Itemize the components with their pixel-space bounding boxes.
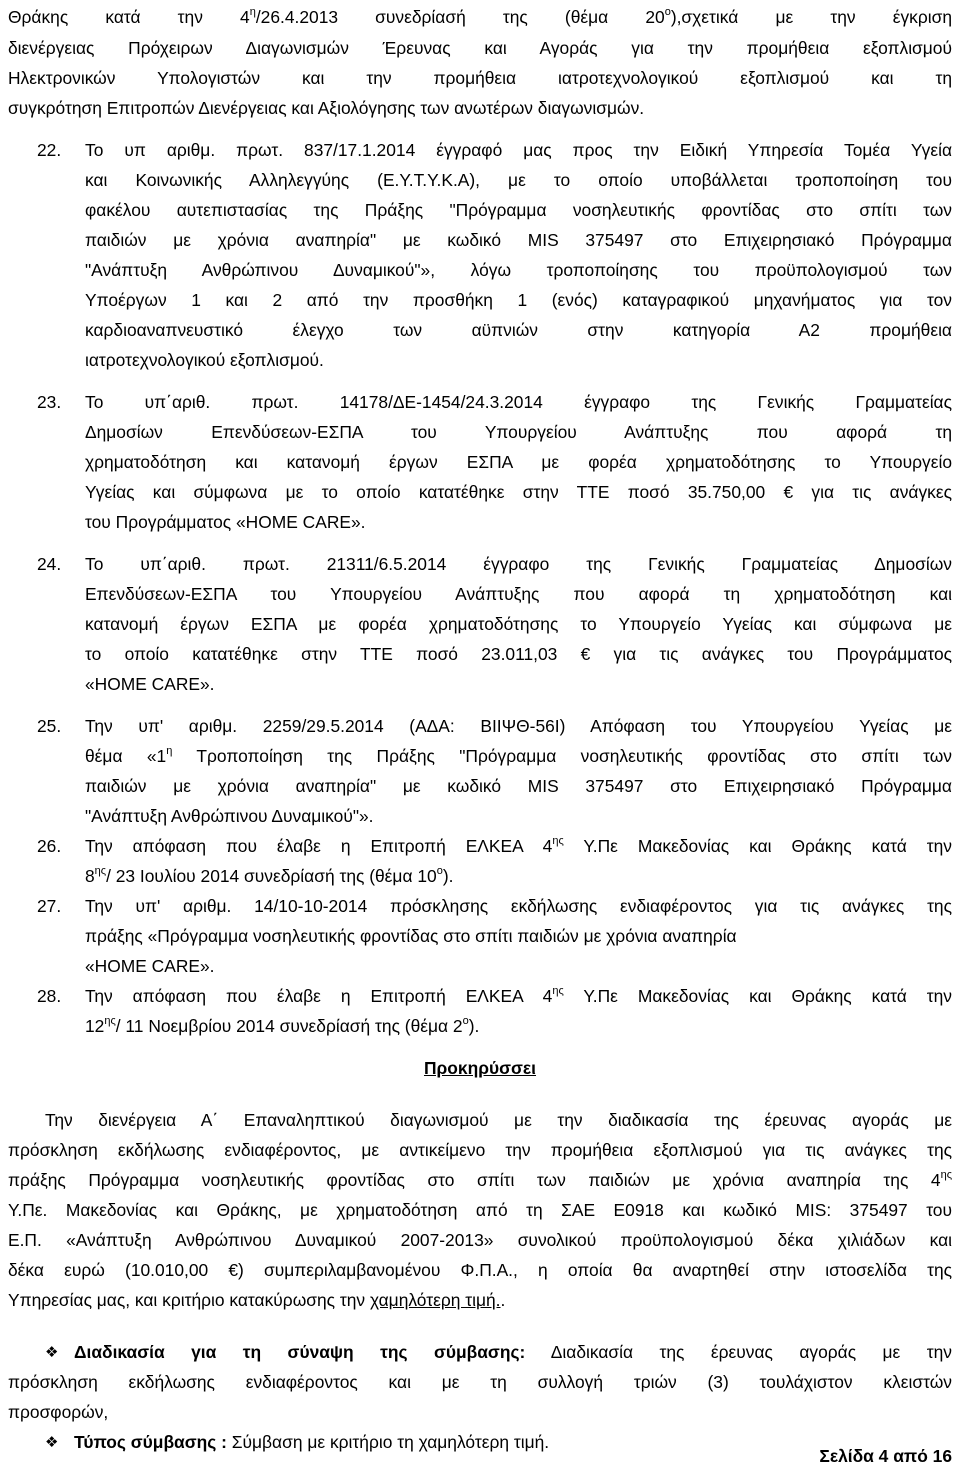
item-number: 25.	[37, 716, 62, 736]
item-27-line: Την υπ' αριθμ. 14/10-10-2014 πρόσκλησης εκδήλωσης ενδιαφέροντος για τις ανάγκες της	[85, 896, 952, 916]
section-heading: Προκηρύσσει	[423, 1058, 537, 1078]
item-25-line: θέμα «$1^\eta$ Τροποποίηση της Πράξης "Πρόγραμμα νοσηλευτικής φροντίδας στο σπίτι των	[85, 745, 952, 766]
item-23-line: Το υπ΄αριθ. πρωτ. 14178/ΔΕ-1454/24.3.2014 έγγραφο της Γενικής Γραμματείας	[85, 392, 952, 412]
item-24-line: το οποίο κατατέθηκε στην ΤΤΕ ποσό 23.011,03 € για τις ανάγκες του Προγράμματος	[85, 644, 952, 664]
item-22-line: καρδιοαναπνευστικό έλεγχο των αϋπνιών στην κατηγορία Α2 προμήθεια	[85, 320, 952, 340]
bullet-line: Διαδικασία για τη σύναψη της σύμβασης: Διαδικασία της έρευνας αγοράς με την	[74, 1342, 952, 1362]
item-22-line: παιδιών με χρόνια αναπηρία" με κωδικό MIS 375497 στο Επιχειρησιακό Πρόγραμμα	[85, 230, 952, 250]
page-number: Σελίδα 4 από 16	[819, 1446, 952, 1466]
item-22-line: Υποέργων 1 και 2 από την προσθήκη 1 (ενός) καταγραφικού μηχανήματος για τον	[85, 290, 952, 310]
item-25-line: "Ανάπτυξη Ανθρώπινου Δυναμικού"».	[85, 806, 374, 826]
item-27-line: πράξης «Πρόγραμμα νοσηλευτικής φροντίδας στο σπίτι παιδιών με χρόνια αναπηρία	[85, 926, 737, 946]
item-22-line: Το υπ αριθμ. πρωτ. 837/17.1.2014 έγγραφό μας προς την Ειδική Υπηρεσία Τομέα Υγεία	[85, 140, 952, 160]
item-24-line: κατανομή έργων ΕΣΠΑ με φορέα χρηματοδότησης το Υπουργείο Υγείας και σύμφωνα με	[85, 614, 952, 634]
item-number: 24.	[37, 554, 62, 574]
item-number: 26.	[37, 836, 62, 856]
intro-line-3: Ηλεκτρονικών Υπολογιστών και την προμήθεια ιατροτεχνολογικού εξοπλισμού και τη	[8, 68, 952, 88]
body-line: Ε.Π. «Ανάπτυξη Ανθρώπινου Δυναμικού 2007-2013» συνολικού προϋπολογισμού δέκα χιλιάδων και	[8, 1230, 952, 1250]
intro-line-1: Θράκης κατά την $4^\eta/26.4.2013$ συνεδρίασή της (θέμα $20^o),\sigma\chi\varepsilon\tau\iota\kappa ά$ με την έγκριση	[8, 6, 953, 27]
body-line: Την διενέργεια Α΄ Επαναληπτικού διαγωνισμού με την διαδικασία της έρευνας αγοράς με	[45, 1110, 952, 1130]
item-26-line: $8^{\eta\varsigma}/$ 23 Ιουλίου 2014 συνεδρίασή της (θέμα $10^o$).	[85, 865, 454, 886]
body-line: πράξης Πρόγραμμα νοσηλευτικής φροντίδας στο σπίτι των παιδιών με χρόνια αναπηρία της $4^{\eta\varsigma}$	[8, 1169, 952, 1190]
bullet-diamond-icon: ❖	[45, 1433, 59, 1451]
item-23-line: χρηματοδότηση και κατανομή έργων ΕΣΠΑ με φορέα χρηματοδότησης το Υπουργείο	[85, 452, 952, 472]
item-26-line: Την απόφαση που έλαβε η Επιτροπή ΕΛΚΕΑ $4^{\eta\varsigma}$ Υ.Πε Μακεδονίας και Θράκης κατά την	[85, 835, 952, 856]
body-line: Υπηρεσίας μας, και κριτήριο κατακύρωσης την χαμηλότερη τιμή..	[8, 1290, 506, 1310]
body-line: πρόσκληση εκδήλωσης ενδιαφέροντος, με αντικείμενο την προμήθεια εξοπλισμού για τις ανάγκες της	[8, 1140, 952, 1160]
item-23-line: Δημοσίων Επενδύσεων-ΕΣΠΑ του Υπουργείου Ανάπτυξης που αφορά τη	[85, 422, 952, 442]
item-number: 28.	[37, 986, 62, 1006]
item-28-line: $12^{\eta\varsigma}/$ 11 Νοεμβρίου 2014 συνεδρίασή της (θέμα $2^o$).	[85, 1015, 480, 1036]
item-22-line: φακέλου αυτεπιστασίας της Πράξης "Πρόγραμμα νοσηλευτικής φροντίδας στο σπίτι των	[85, 200, 952, 220]
item-23-line: Υγείας και σύμφωνα με το οποίο κατατέθηκε στην ΤΤΕ ποσό 35.750,00 € για τις ανάγκες	[85, 482, 952, 502]
item-number: 27.	[37, 896, 62, 916]
item-24-line: «HOME CARE».	[85, 674, 215, 694]
item-25-line: Την υπ' αριθμ. 2259/29.5.2014 (ΑΔΑ: ΒΙΙΨΘ-56Ι) Απόφαση του Υπουργείου Υγείας με	[85, 716, 952, 736]
item-22-line: "Ανάπτυξη Ανθρώπινου Δυναμικού"», λόγω τροποποίησης του προϋπολογισμού των	[85, 260, 952, 280]
item-23-line: του Προγράμματος «HOME CARE».	[85, 512, 366, 532]
bullet-line: πρόσκληση εκδήλωσης ενδιαφέροντος και με τη συλλογή τριών (3) τουλάχιστον κλειστών	[8, 1372, 952, 1392]
intro-line-4: συγκρότηση Επιτροπών Διενέργειας και Αξιολόγησης των ανωτέρων διαγωνισμών.	[8, 98, 645, 118]
item-22-line: και Κοινωνικής Αλληλεγγύης (Ε.Υ.Τ.Υ.Κ.Α), με το οποίο υποβάλλεται τροποποίηση του	[85, 170, 952, 190]
body-line: δέκα ευρώ (10.010,00 €) συμπεριλαμβανομένου Φ.Π.Α., η οποία θα αναρτηθεί στην ιστοσελίδα της	[8, 1260, 952, 1280]
item-number: 22.	[37, 140, 62, 160]
bullet-line: προσφορών,	[8, 1402, 109, 1422]
item-24-line: Επενδύσεων-ΕΣΠΑ του Υπουργείου Ανάπτυξης που αφορά τη χρηματοδότηση και	[85, 584, 952, 604]
item-25-line: παιδιών με χρόνια αναπηρία" με κωδικό MIS 375497 στο Επιχειρησιακό Πρόγραμμα	[85, 776, 952, 796]
item-number: 23.	[37, 392, 62, 412]
bullet-diamond-icon: ❖	[45, 1343, 59, 1361]
item-24-line: Το υπ΄αριθ. πρωτ. 21311/6.5.2014 έγγραφο της Γενικής Γραμματείας Δημοσίων	[85, 554, 952, 574]
item-28-line: Την απόφαση που έλαβε η Επιτροπή ΕΛΚΕΑ $4^{\eta\varsigma}$ Υ.Πε Μακεδονίας και Θράκης κατά την	[85, 985, 952, 1006]
intro-line-2: διενέργειας Πρόχειρων Διαγωνισμών Έρευνας και Αγοράς για την προμήθεια εξοπλισμού	[8, 38, 952, 58]
body-line: Υ.Πε. Μακεδονίας και Θράκης, με χρηματοδότηση από τη ΣΑΕ Ε0918 και κωδικό MIS: 375497 του	[8, 1200, 952, 1220]
item-22-line: ιατροτεχνολογικού εξοπλισμού.	[85, 350, 324, 370]
item-27-line: «HOME CARE».	[85, 956, 215, 976]
bullet-line: Τύπος σύμβασης : Σύμβαση με κριτήριο τη χαμηλότερη τιμή.	[74, 1432, 550, 1452]
